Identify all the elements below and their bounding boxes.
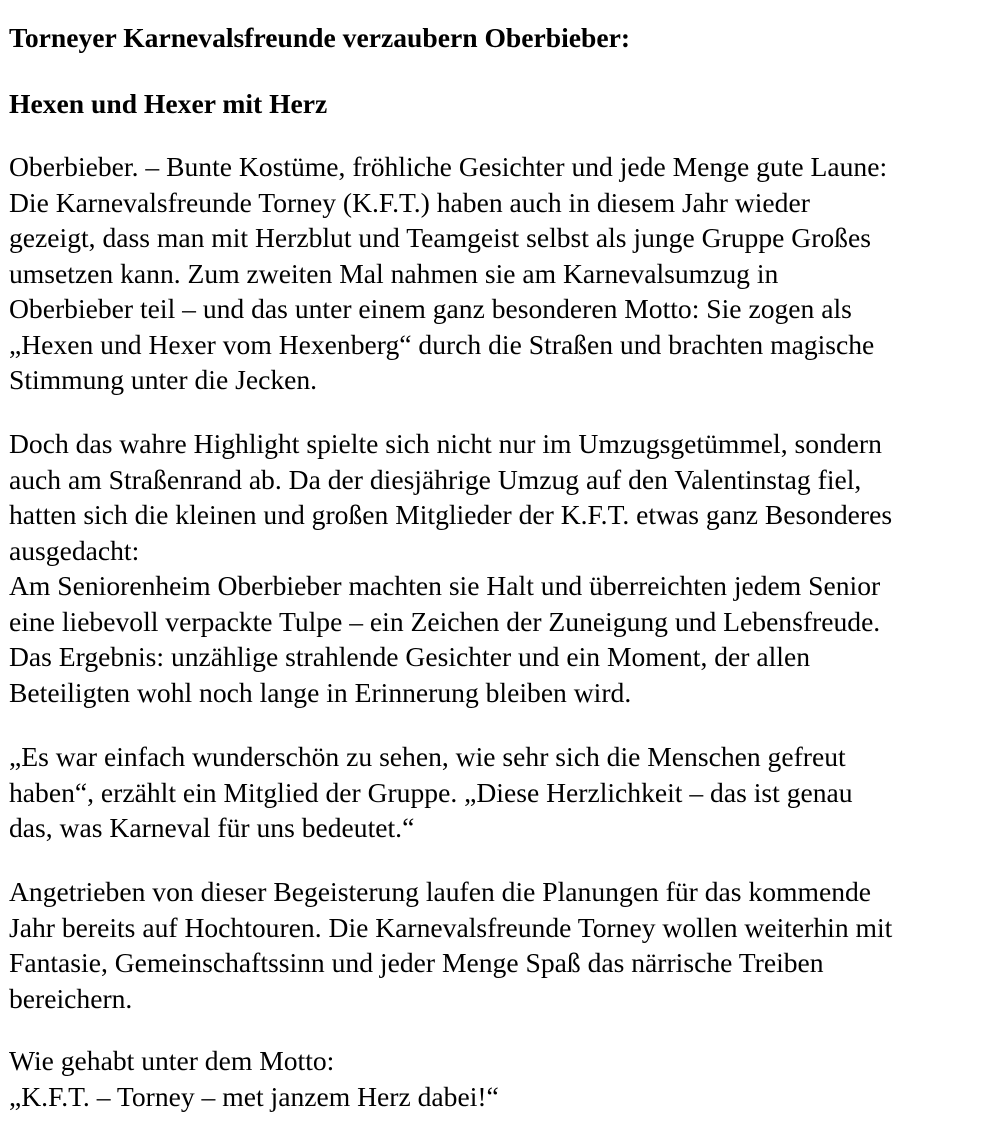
text-line: haben“, erzählt ein Mitglied der Gruppe. „Diese Herzlichkeit – das ist genau <box>9 776 853 808</box>
text-line: hatten sich die kleinen und großen Mitglieder der K.F.T. etwas ganz Besonderes <box>9 499 893 530</box>
text-line: Oberbieber. – Bunte Kostüme, fröhliche Gesichter und jede Menge gute Laune: <box>9 151 888 182</box>
text-line: Wie gehabt unter dem Motto: <box>9 1045 335 1076</box>
text-line: umsetzen kann. Zum zweiten Mal nahmen sie am Karnevalsumzug in <box>9 257 779 289</box>
text-line: Fantasie, Gemeinschaftssinn und jeder Menge Spaß das närrische Treiben <box>9 947 824 978</box>
subheadline: Hexen und Hexer mit Herz <box>9 88 328 119</box>
text-line: Am Seniorenheim Oberbieber machten sie Halt und überreichten jedem Senior <box>9 570 881 601</box>
motto-line: „K.F.T. – Torney – met janzem Herz dabei!“ <box>9 1080 499 1112</box>
text-line: Oberbieber teil – und das unter einem ganz besonderen Motto: Sie zogen als <box>9 293 852 324</box>
text-line: gezeigt, dass man mit Herzblut und Teamgeist selbst als junge Gruppe Großes <box>9 222 871 253</box>
text-line: auch am Straßenrand ab. Da der diesjährige Umzug auf den Valentinstag fiel, <box>9 463 862 495</box>
paragraph-outlook <box>9 874 999 1016</box>
text-line: „Es war einfach wunderschön zu sehen, wie sehr sich die Menschen gefreut <box>9 741 846 772</box>
headline: Torneyer Karnevalsfreunde verzaubern Oberbieber: <box>9 22 631 53</box>
text-line: Stimmung unter die Jecken. <box>9 364 318 395</box>
text-line: bereichern. <box>9 982 133 1014</box>
paragraph-quote <box>9 739 999 846</box>
paragraph-intro <box>9 149 999 398</box>
paragraph-highlight <box>9 426 999 710</box>
text-line: Angetrieben von dieser Begeisterung laufen die Planungen für das kommende <box>9 876 872 907</box>
text-line: Doch das wahre Highlight spielte sich nicht nur im Umzugsgetümmel, sondern <box>9 428 882 459</box>
text-line: „Hexen und Hexer vom Hexenberg“ durch die Straßen und brachten magische <box>9 328 875 360</box>
text-line: eine liebevoll verpackte Tulpe – ein Zeichen der Zuneigung und Lebensfreude. <box>9 605 881 637</box>
text-line: das, was Karneval für uns bedeutet.“ <box>9 812 415 843</box>
text-line: Beteiligten wohl noch lange in Erinnerung bleiben wird. <box>9 676 632 708</box>
text-line: Die Karnevalsfreunde Torney (K.F.T.) haben auch in diesem Jahr wieder <box>9 186 810 218</box>
text-line: Jahr bereits auf Hochtouren. Die Karnevalsfreunde Torney wollen weiterhin mit <box>9 911 893 943</box>
text-line: Das Ergebnis: unzählige strahlende Gesichter und ein Moment, der allen <box>9 641 811 672</box>
paragraph-motto <box>9 1043 999 1114</box>
text-line: ausgedacht: <box>9 534 140 566</box>
